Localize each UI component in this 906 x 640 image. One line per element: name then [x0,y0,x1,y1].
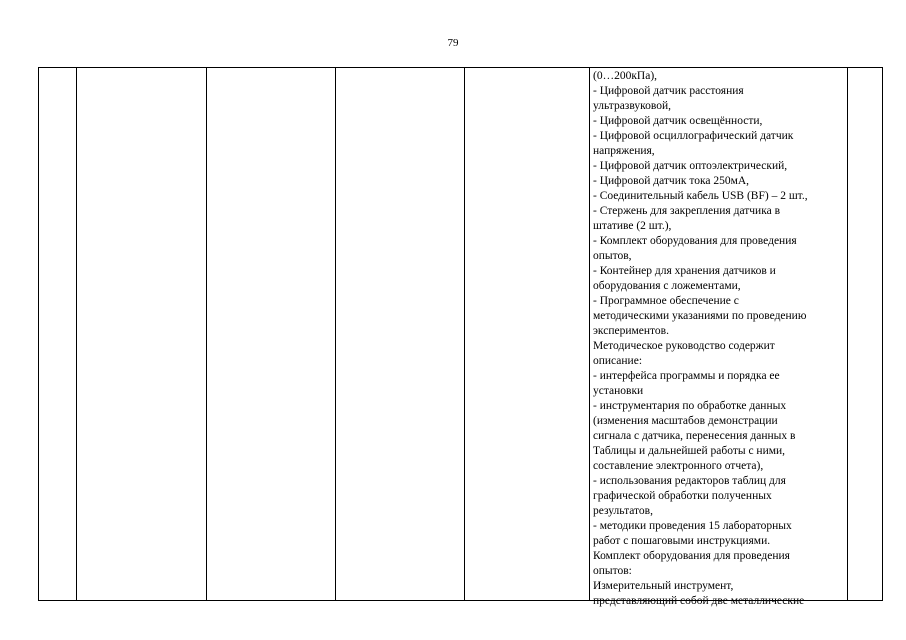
page-number: 79 [447,37,459,49]
specification-table [38,67,883,607]
description-line: Методическое руководство содержит [593,340,775,352]
description-line: - использования редакторов таблиц для [593,475,786,487]
column-divider [206,68,207,600]
description-line: Таблицы и дальнейшей работы с ними, [593,445,786,457]
description-cell [593,69,844,609]
description-line: - методики проведения 15 лабораторных [593,520,792,532]
description-line: напряжения, [593,145,655,157]
description-line: - Контейнер для хранения датчиков и [593,265,776,277]
description-line: - Цифровой датчик тока 250мА, [593,175,750,187]
description-line: - интерфейса программы и порядка ее [593,370,780,382]
description-line: - Программное обеспечение с [593,295,739,307]
description-line: - инструментария по обработке данных [593,400,787,412]
description-line: графической обработки полученных [593,490,772,502]
description-line: - Комплект оборудования для проведения [593,235,797,247]
column-divider [335,68,336,600]
description-line: опытов: [593,565,632,577]
column-divider [464,68,465,600]
description-line: штативе (2 шт.), [593,220,672,232]
description-line: (0…200кПа), [593,70,658,82]
description-line: - Цифровой датчик расстояния [593,85,744,97]
column-divider [847,68,848,600]
description-line: работ с пошаговыми инструкциями. [593,535,771,547]
description-line: составление электронного отчета), [593,460,764,472]
description-line: описание: [593,355,643,367]
description-line: представляющий собой две металлические [593,595,805,607]
description-line: - Стержень для закрепления датчика в [593,205,781,217]
description-line: экспериментов. [593,325,669,337]
description-line: Комплект оборудования для проведения [593,550,790,562]
description-line: сигнала с датчика, перенесения данных в [593,430,796,442]
description-line: установки [593,385,644,397]
column-divider [76,68,77,600]
column-divider [589,68,590,600]
description-line: - Цифровой датчик оптоэлектрический, [593,160,788,172]
description-line: - Цифровой осциллографический датчик [593,130,794,142]
description-line: результатов, [593,505,653,517]
description-line: - Цифровой датчик освещённости, [593,115,763,127]
description-line: - Соединительный кабель USB (BF) – 2 шт., [593,190,808,202]
description-line: Измерительный инструмент, [593,580,734,592]
description-line: ультразвуковой, [593,100,672,112]
description-line: опытов, [593,250,632,262]
description-line: (изменения масштабов демонстрации [593,415,778,427]
description-line: оборудования с ложементами, [593,280,741,292]
description-line: методическими указаниями по проведению [593,310,807,322]
